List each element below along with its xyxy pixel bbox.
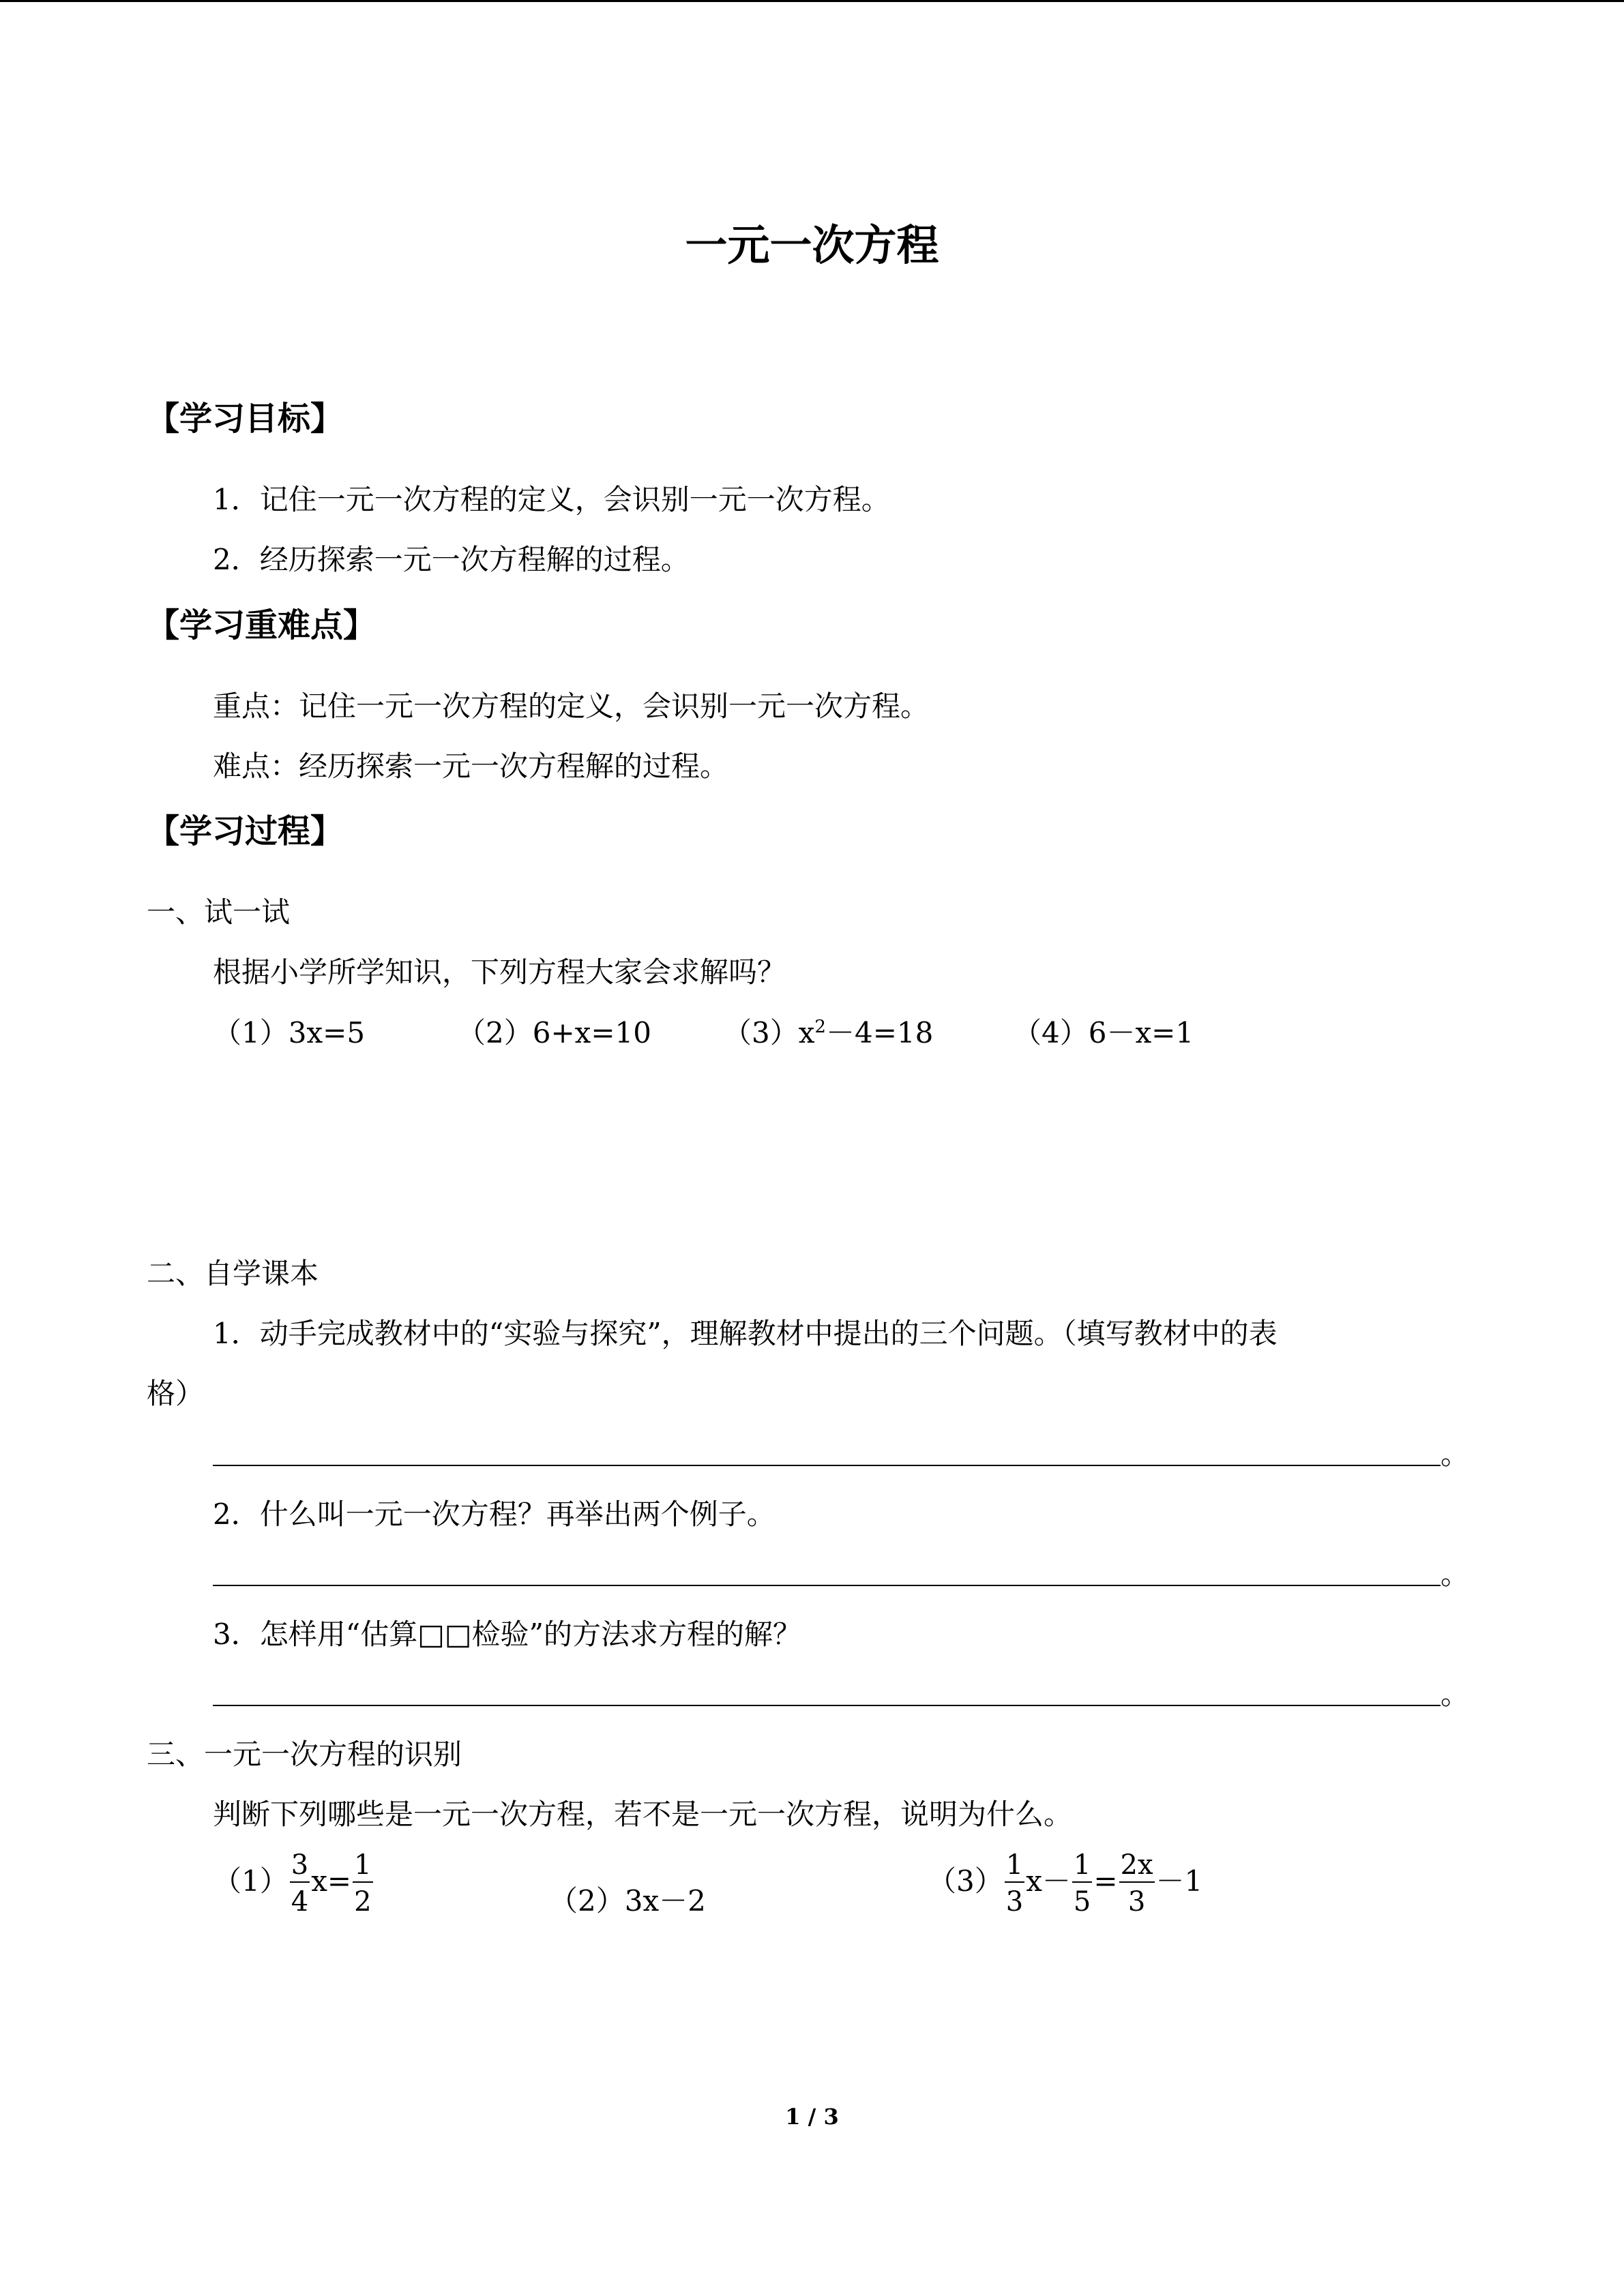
page-title: 一元一次方程 [685, 220, 939, 270]
recognition-eq-3 [928, 1849, 1203, 1918]
eq3-fraction-3: $\frac{2x}{3}$ [1120, 1849, 1153, 1918]
page-number: 1 / 3 [785, 2104, 839, 2130]
part2-label: 二、自学课本 [147, 1257, 319, 1290]
answer-line-3[interactable] [213, 1705, 1441, 1706]
part3-label: 三、一元一次方程的识别 [147, 1738, 462, 1771]
eq3-prefix: （3） [928, 1864, 1003, 1898]
equation-3-base: （3）x [723, 1016, 815, 1049]
eq1-mid: x= [311, 1864, 352, 1898]
eq1-fraction-1: $\frac{3}{4}$ [291, 1849, 309, 1918]
goal-item-2: 2．经历探索一元一次方程解的过程。 [213, 543, 690, 576]
eq3-mid1: x－ [1026, 1864, 1071, 1898]
part1-label: 一、试一试 [147, 895, 291, 929]
process-heading: 【学习过程】 [147, 812, 344, 850]
goals-heading: 【学习目标】 [147, 400, 344, 438]
eq3-mid2: = [1093, 1864, 1118, 1898]
recognition-eq-2: （2）3x－2 [549, 1884, 706, 1918]
eq1-prefix: （1） [213, 1864, 289, 1898]
answer-period-2: 。 [1441, 1557, 1470, 1591]
key-point-2: 难点：经历探索一元一次方程解的过程。 [213, 749, 729, 783]
answer-line-2[interactable] [213, 1585, 1441, 1586]
key-point-1: 重点：记住一元一次方程的定义，会识别一元一次方程。 [213, 689, 930, 723]
part2-q3: 3．怎样用“估算□□检验”的方法求方程的解？ [213, 1617, 802, 1651]
answer-line-1[interactable] [213, 1465, 1441, 1466]
equation-1: （1）3x=5 [213, 1016, 366, 1049]
part3-instruction: 判断下列哪些是一元一次方程，若不是一元一次方程，说明为什么。 [213, 1798, 1073, 1831]
answer-period-1: 。 [1441, 1437, 1470, 1471]
equation-2: （2）6+x=10 [457, 1016, 651, 1049]
answer-period-3: 。 [1441, 1678, 1470, 1711]
eq3-fraction-1: $\frac{1}{3}$ [1005, 1849, 1024, 1918]
top-border [0, 0, 1624, 2]
recognition-eq-1 [213, 1849, 374, 1918]
equation-4: （4）6－x=1 [1013, 1016, 1194, 1049]
part2-q2: 2．什么叫一元一次方程？再举出两个例子。 [213, 1497, 776, 1531]
eq1-fraction-2: $\frac{1}{2}$ [354, 1849, 372, 1918]
equation-3-rest: －4=18 [825, 1016, 934, 1049]
equation-3 [723, 1011, 933, 1052]
eq3-tail: －1 [1155, 1864, 1203, 1898]
part1-question: 根据小学所学知识，下列方程大家会求解吗？ [213, 955, 786, 989]
key-points-heading: 【学习重难点】 [147, 606, 377, 644]
equation-3-exponent: 2 [814, 1017, 826, 1037]
part2-q1-line2: 格） [147, 1377, 205, 1410]
goal-item-1: 1．记住一元一次方程的定义，会识别一元一次方程。 [213, 483, 890, 516]
eq3-fraction-2: $\frac{1}{5}$ [1073, 1849, 1091, 1918]
part2-q1-line1: 1．动手完成教材中的“实验与探究”，理解教材中提出的三个问题。（填写教材中的表 [213, 1317, 1278, 1350]
